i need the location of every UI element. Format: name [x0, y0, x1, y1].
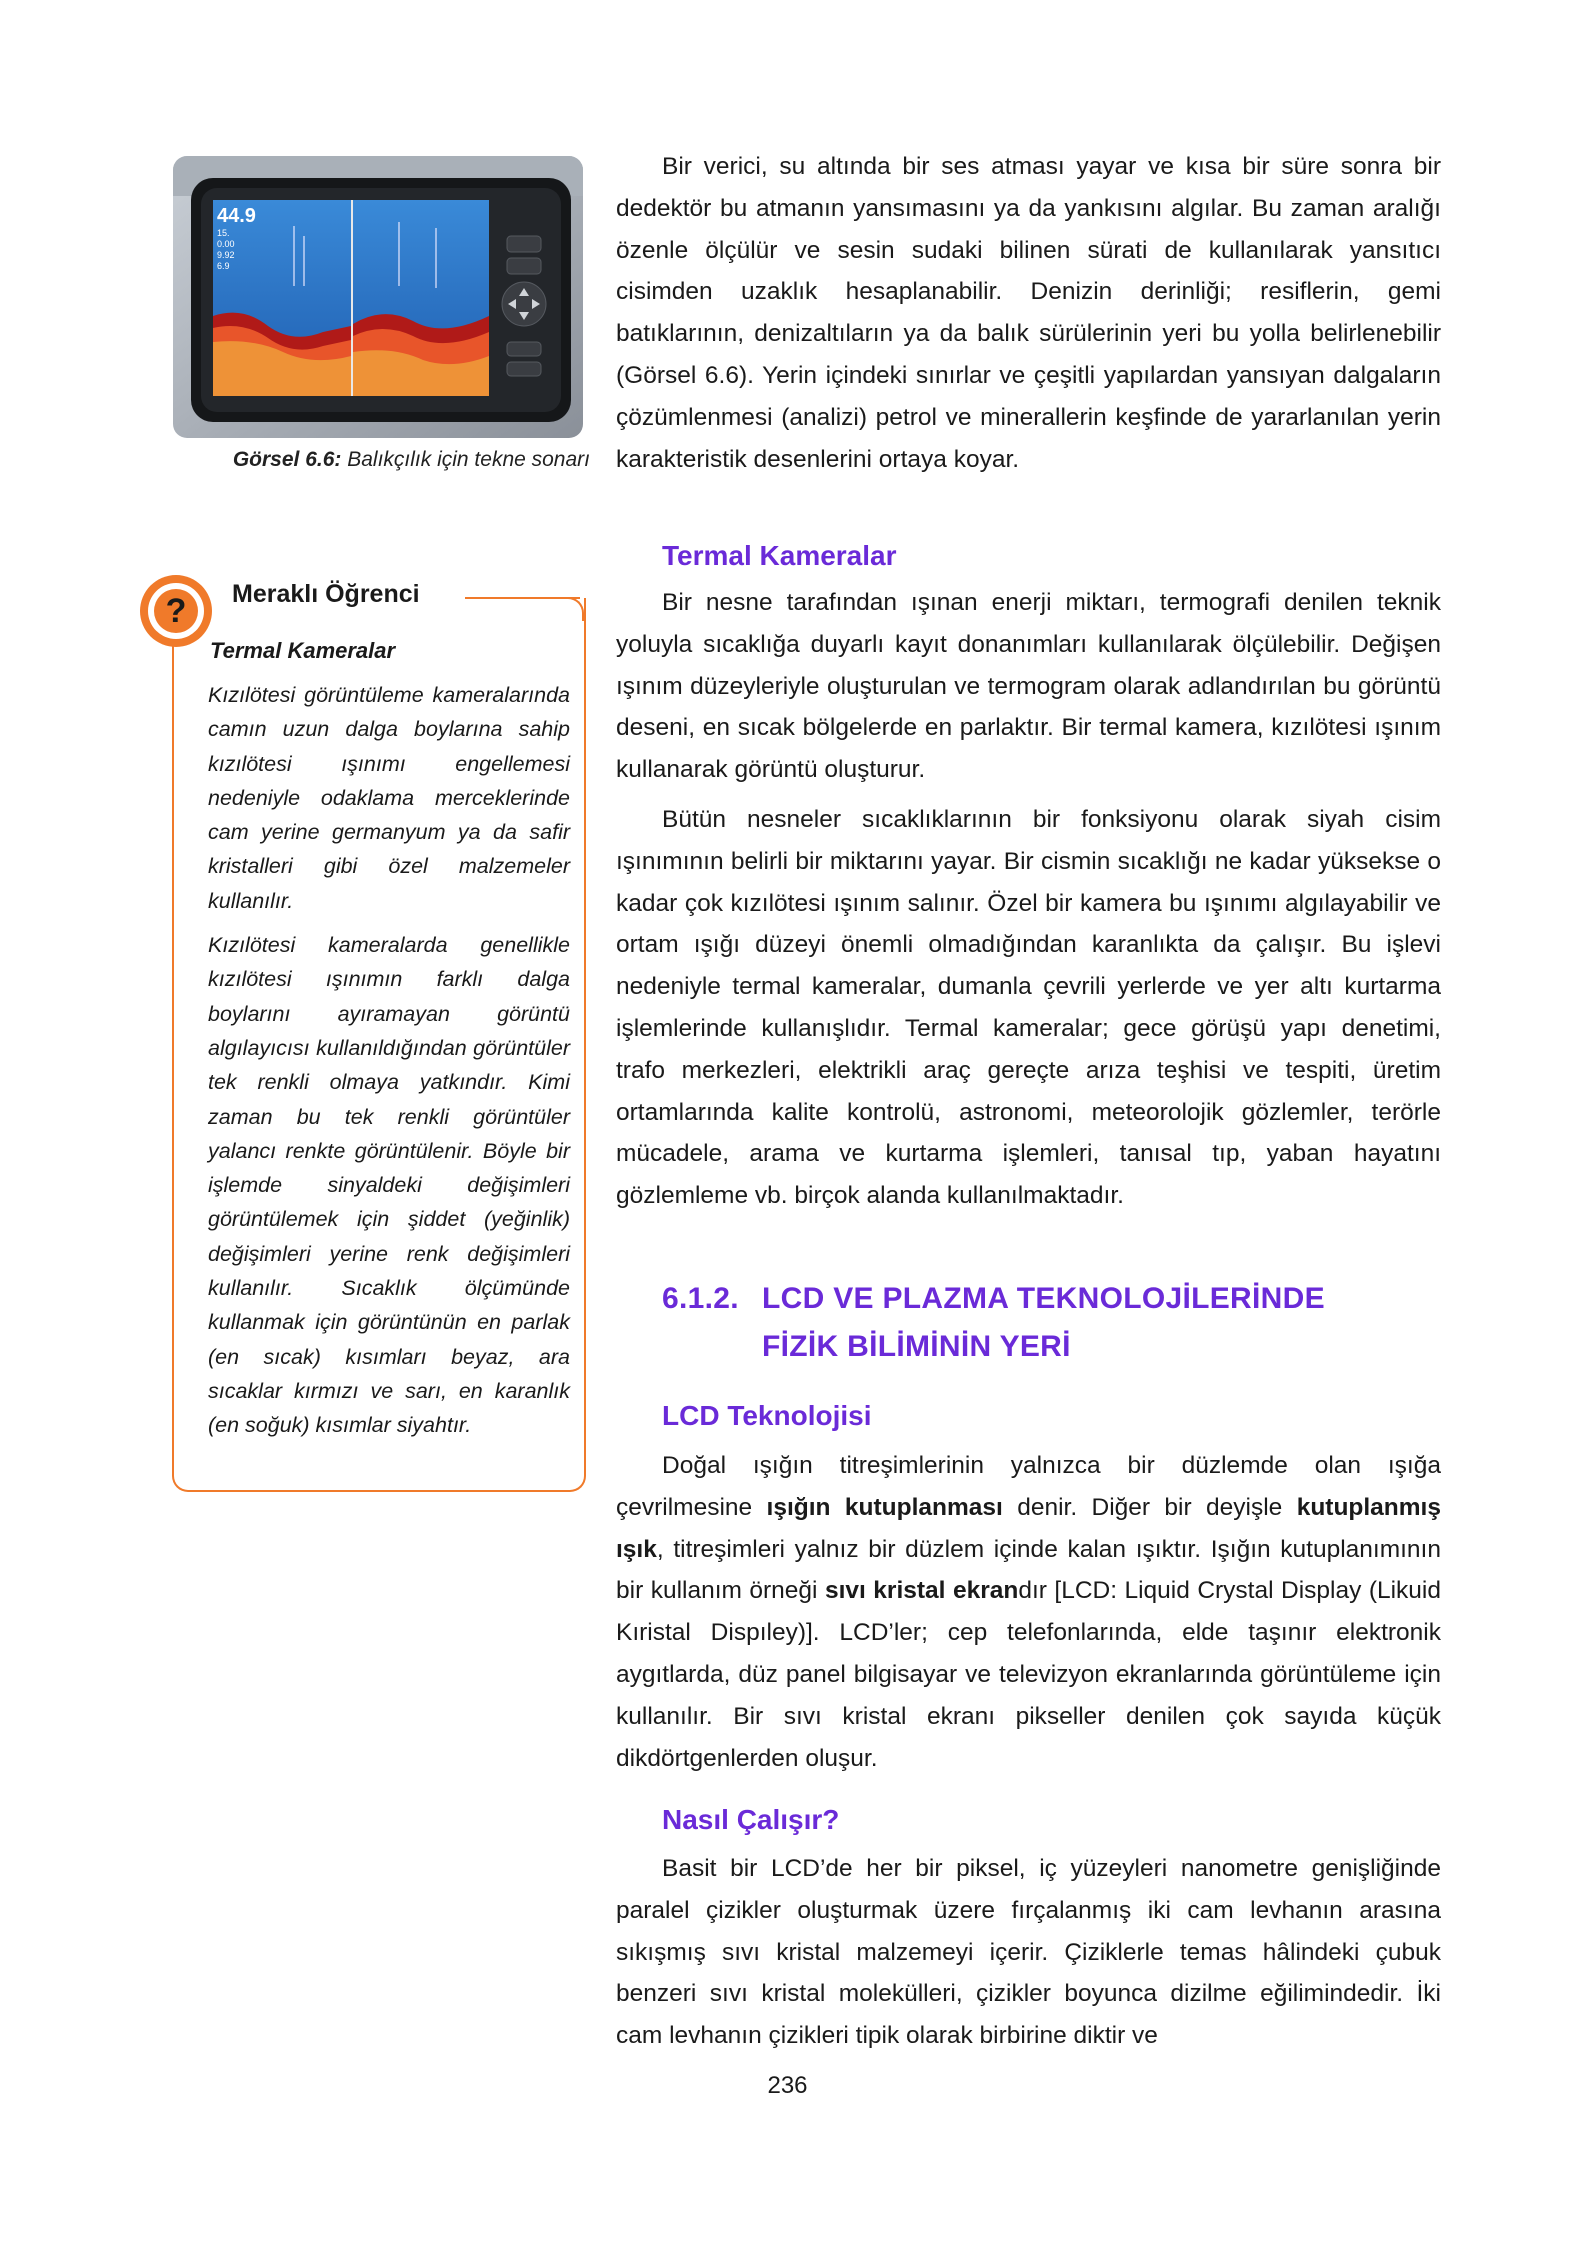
intro-text: Bir verici, su altında bir ses atması yayar ve kısa bir süre sonra bir dedektör bu atmanın yansımasını ya da yankısını algılar. Bu zaman aralığı özenle ölçülür ve sesin sudaki bilinen sürati de kullanılarak yansıtıcı cisimden uzaklık hesaplanabilir. Denizin derinliği; resiflerin, gemi batıklarının, denizaltıların ya da balık sürülerinin yeri bu yolla belirlenebilir (Görsel 6.6). Yerin içindeki sınırlar ve çeşitli yapılardan yansıyan dalgaların çözümlenmesi (analizi) petrol ve minerallerin keşfinde de yararlanılan yerin karakteristik desenlerini ortaya koyar. [616, 153, 1441, 473]
thermal-paragraph-2: Bütün nesneler sıcaklıklarının bir fonksiyonu olarak siyah cisim ışınımının belirli bir miktarını yayar. Bir cismin sıcaklığı ne kadar yüksekse o kadar çok kızılötesi ışınım salınır. Özel bir kamera bu ışınımı algılayabilir ve ortam ışığı düzeyi önemli olmadığından karanlıkta da çalışır. Bu işlevi nedeniyle termal kameralar, dumanla çevrili yerlerde ve yer altı kurtarma işlemlerinde kullanışlıdır. Termal kameralar; gece görüşü yapı denetimi, trafo merkezleri, elektrikli araç gereçte arıza teşhisi ve tespiti, üretim ortamlarında kalite kontrolü, astronomi, meteorolojik gözlemler, terörle mücadele, arama ve kurtarma işlemleri, tanısal tıp, yaban hayatını gözlemleme vb. birçok alanda kullanılmaktadır. [616, 805, 1441, 1210]
heading-thermal-cameras: Termal Kameralar [662, 540, 897, 571]
question-mark-icon: ? [140, 575, 212, 647]
figure-caption [170, 448, 590, 472]
sonar-photo [173, 156, 583, 438]
box-paragraph-2: Kızılötesi kameralarda genellikle kızılötesi ışınımın farklı dalga boylarını ayıramayan görüntü algılayıcısı kullanıldığından görüntüler tek renkli olmaya yatkındır. Kimi zaman bu tek renkli görüntüler yalancı renkte görüntülenir. Böyle bir işlemde sinyaldeki değişimleri görüntülemek için şiddet (yeğinlik) değişimleri yerine renk değişimleri kullanılır. Sıcaklık ölçümünde kullanmak için görüntünün en parlak (en sıcak) kısımları beyaz, ara sıcaklar kırmızı ve sarı, en karanlık (en soğuk) kısımlar siyahtır. [208, 933, 570, 1438]
term-polarization: ışığın kutuplanması [766, 1493, 1003, 1521]
thermal-paragraph-1: Bir nesne tarafından ışınan enerji miktarı, termografi denilen teknik yoluyla sıcaklığa duyarlı kayıt donanımları kullanılarak ölçülebilir. Değişen ışınım düzeyleriyle oluşturulan ve termogram olarak adlandırılan bu görüntü deseni, en sıcak bölgelerde en parlaktır. Bir termal kamera, kızılötesi ışınım kullanarak görüntü oluşturur. [616, 589, 1441, 784]
lcd-paragraph: Doğal ışığın titreşimlerinin yalnızca bir düzlemde olan ışığa çevrilmesine ışığın kutuplanması denir. Diğer bir deyişle kutuplanmış ışık, titreşimleri yalnız bir düzlem içinde kalan ışıktır. Işığın kutuplanımının bir kullanım örneği sıvı kristal ekrandır [LCD: Liquid Crystal Display (Likuid Kıristal Dispıley)]. LCD’ler; cep telefonlarında, elde taşınır elektronik aygıtlarda, düz panel bilgisayar ve televizyon ekranlarında görüntüleme için kullanılır. Bir sıvı kristal ekranı pikseller denilen çok sayıda küçük dikdörtgenlerden oluşur. [616, 1452, 1441, 1772]
svg-text:0.00: 0.00 [217, 239, 235, 249]
box-subtitle: Termal Kameralar [210, 638, 396, 663]
intro-paragraph [616, 146, 1441, 480]
caption-label: Görsel 6.6: [232, 448, 342, 471]
lcd-section [616, 1445, 1441, 1779]
heading-how-it-works: Nasıl Çalışır? [662, 1804, 840, 1835]
term-polarized-light: kutuplanmış ışık [616, 1493, 1441, 1563]
box-title: Meraklı Öğrenci [232, 580, 420, 608]
term-liquid-crystal-display: sıvı kristal ekran [824, 1577, 1019, 1605]
svg-text:9.92: 9.92 [217, 250, 235, 260]
how-it-works-paragraph: Basit bir LCD’de her bir piksel, iç yüzeyleri nanometre genişliğinde paralel çizikler oluşturmak üzere fırçalanmış iki cam levhanın arasına sıkışmış sıvı kristal malzemeyi içerir. Çiziklerle temas hâlindeki çubuk benzeri sıvı kristal molekülleri, çizikler boyunca dizilme eğilimindedir. İki cam levhanın çizikleri tipik olarak birbirine diktir ve [616, 1855, 1441, 2050]
sonar-device-illustration [173, 156, 583, 438]
section-title-line-1: LCD VE PLAZMA TEKNOLOJİLERİNDE [762, 1282, 1325, 1315]
page-number: 236 [767, 2072, 808, 2099]
box-body [208, 678, 570, 1453]
how-it-works-section [616, 1848, 1441, 2057]
svg-text:6.9: 6.9 [217, 261, 230, 271]
caption-text: Balıkçılık için tekne sonarı [341, 448, 590, 471]
section-title-line-2: FİZİK BİLİMİNİN YERİ [762, 1330, 1071, 1363]
svg-text:15.: 15. [217, 228, 230, 238]
section-number: 6.1.2. [662, 1282, 739, 1315]
box-paragraph-1: Kızılötesi görüntüleme kameralarında camın uzun dalga boylarına sahip kızılötesi ışınımı engellemesi nedeniyle odaklama merceklerinde cam yerine germanyum ya da safir kristalleri gibi özel malzemeler kullanılır. [208, 683, 570, 913]
sonar-depth-readout: 44.9 [217, 205, 256, 227]
thermal-section [616, 582, 1441, 1217]
heading-lcd-technology: LCD Teknolojisi [662, 1400, 872, 1431]
